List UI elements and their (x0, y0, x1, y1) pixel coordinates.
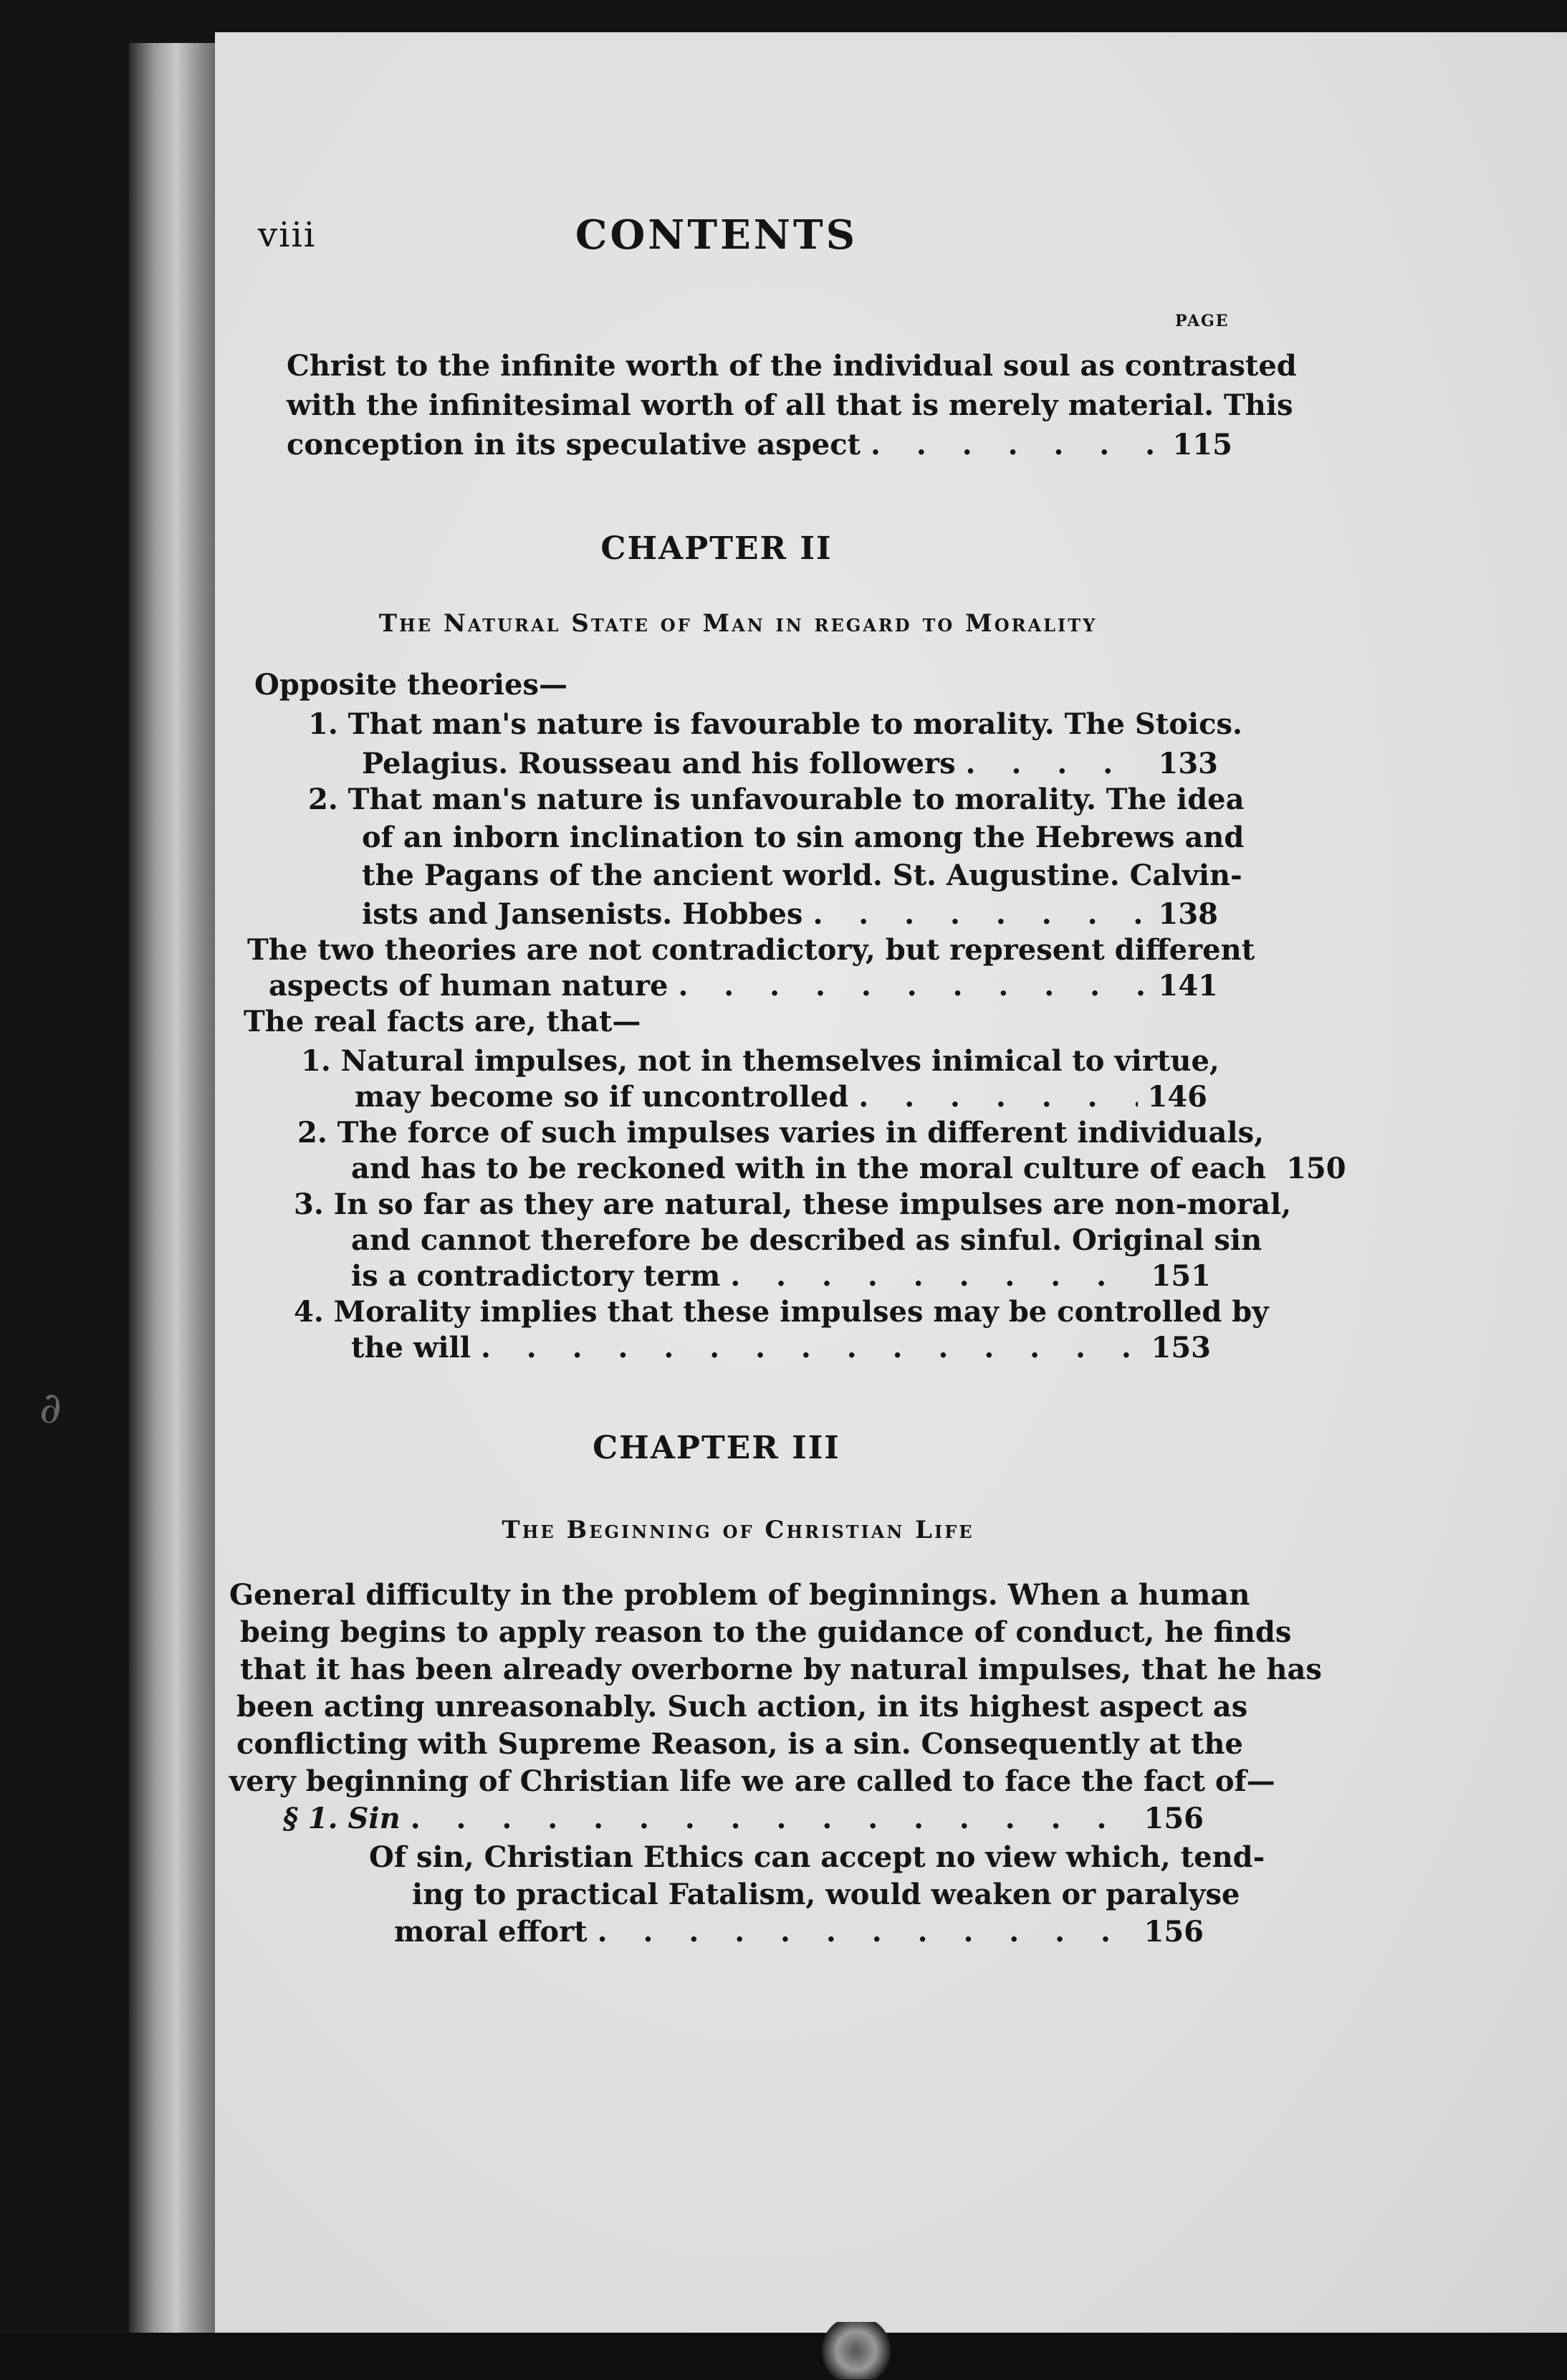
toc-line: aspects of human nature . . . 141 (269, 967, 1218, 1005)
dot-leader (861, 426, 1162, 464)
toc-line: Pelagius. Rousseau and his followers . . . 133 (362, 745, 1218, 783)
page-number: 151 (1151, 1259, 1211, 1293)
page-folio: viii (258, 215, 317, 255)
toc-line: the Pagans of the ancient world. St. Augustine. Calvin- (362, 859, 1242, 892)
toc-line: 2. That man's nature is unfavourable to morality. The idea (308, 783, 1245, 816)
toc-line: 1. Natural impulses, not in themselves inimical to virtue, (301, 1044, 1219, 1078)
toc-line: 1. That man's nature is favourable to morality. The Stoics. (308, 707, 1242, 741)
dot-leader (802, 896, 1148, 933)
dot-leader (471, 1329, 1141, 1367)
toc-line: very beginning of Christian life we are called to face the fact of— (229, 1764, 1275, 1798)
page-number: 156 (1144, 1802, 1204, 1835)
toc-line: and cannot therefore be described as sinful. Original sin (351, 1223, 1262, 1257)
toc-line: moral effort . . . 156 (394, 1913, 1204, 1951)
toc-line: being begins to apply reason to the guidance of conduct, he finds (240, 1615, 1292, 1649)
toc-line: and has to be reckoned with in the moral culture of each . . . 150 (351, 1150, 1211, 1187)
toc-line: the will . . . 153 (351, 1329, 1211, 1367)
toc-line: Of sin, Christian Ethics can accept no view which, tend- (369, 1840, 1265, 1874)
page-number: 150 (1286, 1152, 1346, 1185)
toc-line: of an inborn inclination to sin among the Hebrews and (362, 821, 1245, 854)
page-number: 156 (1144, 1915, 1204, 1949)
page-number: 138 (1158, 897, 1218, 931)
dot-leader (668, 967, 1148, 1005)
page-number: 115 (1172, 428, 1232, 462)
toc-line: 4. Morality implies that these impulses may be controlled by (294, 1295, 1269, 1329)
dot-leader (588, 1913, 1134, 1951)
running-head: CONTENTS (575, 211, 858, 259)
page-number: 153 (1151, 1331, 1211, 1365)
toc-line: with the infinitesimal worth of all that is merely material. This (287, 388, 1293, 422)
toc-line: 3. In so far as they are natural, these impulses are non-moral, (294, 1187, 1292, 1221)
dot-leader (1266, 1150, 1276, 1187)
margin-mark: ∂ (39, 1383, 62, 1433)
toc-line: 2. The force of such impulses varies in different individuals, (297, 1116, 1265, 1150)
toc-line: that it has been already overborne by natural impulses, that he has (240, 1653, 1322, 1686)
dot-leader (401, 1800, 1134, 1837)
toc-line: General difficulty in the problem of beginnings. When a human (229, 1578, 1250, 1612)
page-number: 133 (1158, 747, 1218, 780)
toc-line: Opposite theories— (254, 668, 567, 702)
toc-line: is a contradictory term . . . 151 (351, 1258, 1211, 1295)
toc-line: ing to practical Fatalism, would weaken or paralyse (412, 1878, 1240, 1911)
toc-line: been acting unreasonably. Such action, in its highest aspect as (236, 1690, 1248, 1724)
toc-line: Christ to the infinite worth of the individual soul as contrasted (287, 349, 1297, 383)
page-column-label: PAGE (1175, 312, 1230, 330)
toc-line: may become so if uncontrolled . . . 146 (355, 1079, 1207, 1116)
toc-line: ists and Jansenists. Hobbes . . . 138 (362, 896, 1218, 933)
page-number: 141 (1158, 969, 1218, 1003)
dot-leader (848, 1079, 1137, 1116)
chapter-title: The Natural State of Man in regard to Morality (378, 609, 1098, 638)
chapter-title: The Beginning of Christian Life (502, 1516, 974, 1544)
dot-leader (956, 745, 1149, 783)
chapter-heading: CHAPTER III (593, 1430, 840, 1466)
toc-line: The real facts are, that— (244, 1005, 641, 1038)
toc-line: § 1. Sin . . . 156 (283, 1800, 1204, 1837)
page-number: 146 (1147, 1080, 1207, 1114)
dot-leader (720, 1258, 1141, 1295)
toc-line: The two theories are not contradictory, but represent different (247, 933, 1255, 967)
toc-line: conflicting with Supreme Reason, is a sin. Consequently at the (236, 1727, 1243, 1761)
toc-line: conception in its speculative aspect . . . 115 (287, 426, 1232, 464)
chapter-heading: CHAPTER II (600, 530, 833, 567)
